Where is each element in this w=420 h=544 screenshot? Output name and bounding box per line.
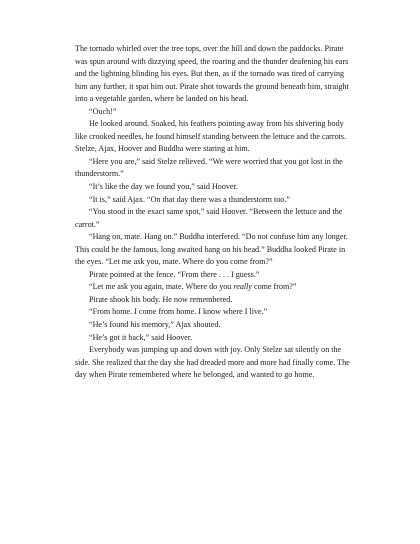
paragraph-text: Everybody was jumping up and down with joy. Only Stelze sat silently on the side. She realized that the day she had dreaded more and more had finally come. The day when Pirate remembered where he belonged, and wanted to go home. [75,345,350,380]
paragraph-text: “Hang on, mate. Hang on.” Buddha interfered. “Do not confuse him any longer. This could be the famous, long awaited bang on his head.” Buddha looked Pirate in the eyes. “Let me ask you, mate. Where do you come from?” [75,232,348,267]
emphasized-text: really [233,282,252,292]
paragraph-text: The tornado whirled over the tree tops, over the hill and down the paddocks. Pirate was spun around with dizzying speed, the roaring and the thunder deafening his ears and the lightning blinding his eyes. But then, as if the tornado was tired of carrying him any further, it spat him out. Pirate shot towards the ground beneath him, straight into a vegetable garden, where he landed on his head. [75,44,349,104]
paragraph [75,106,353,119]
paragraph [75,194,353,207]
paragraph [75,281,353,294]
paragraph-text: He looked around. Soaked, his feathers pointing away from his shivering body like crooked needles, he found himself standing between the lettuce and the carrots. Stelze, Ajax, Hoover and Buddha were staring at him. [75,119,347,154]
story-text [75,43,353,382]
paragraph [75,294,353,307]
paragraph-text: “Here you are,” said Stelze relieved. “We were worried that you got lost in the thunderstorm.” [75,156,343,179]
paragraph-text: “It’s like the day we found you,” said Hoover. [89,182,238,192]
paragraph [75,206,353,231]
paragraph-text: Pirate pointed at the fence. “From there . . . I guess.” [89,269,260,279]
paragraph-text: “Ouch!” [89,106,117,116]
paragraph [75,319,353,332]
paragraph [75,344,353,382]
paragraph [75,306,353,319]
paragraph [75,269,353,282]
paragraph-text: come from?” [251,282,297,292]
paragraph [75,156,353,181]
paragraph-text: “It is,” said Ajax. “On that day there was a thunderstorm too.” [89,194,290,204]
paragraph-text: “You stood in the exact same spot,” said Hoover. “Between the lettuce and the carrot.” [75,207,343,229]
paragraph-text: “He’s found his memory,” Ajax shouted. [89,320,221,330]
paragraph [75,181,353,194]
paragraph-text: “Let me ask you again, mate. Where do you [89,282,234,292]
paragraph [75,118,353,156]
paragraph [75,332,353,345]
paragraph-text: “From home. I come from home. I know where I live.” [89,307,268,317]
paragraph-text: Pirate shook his body. He now remembered. [89,294,233,304]
paragraph [75,231,353,269]
paragraph-text: “He’s got it back,” said Hoover. [89,332,193,342]
paragraph [75,43,353,106]
